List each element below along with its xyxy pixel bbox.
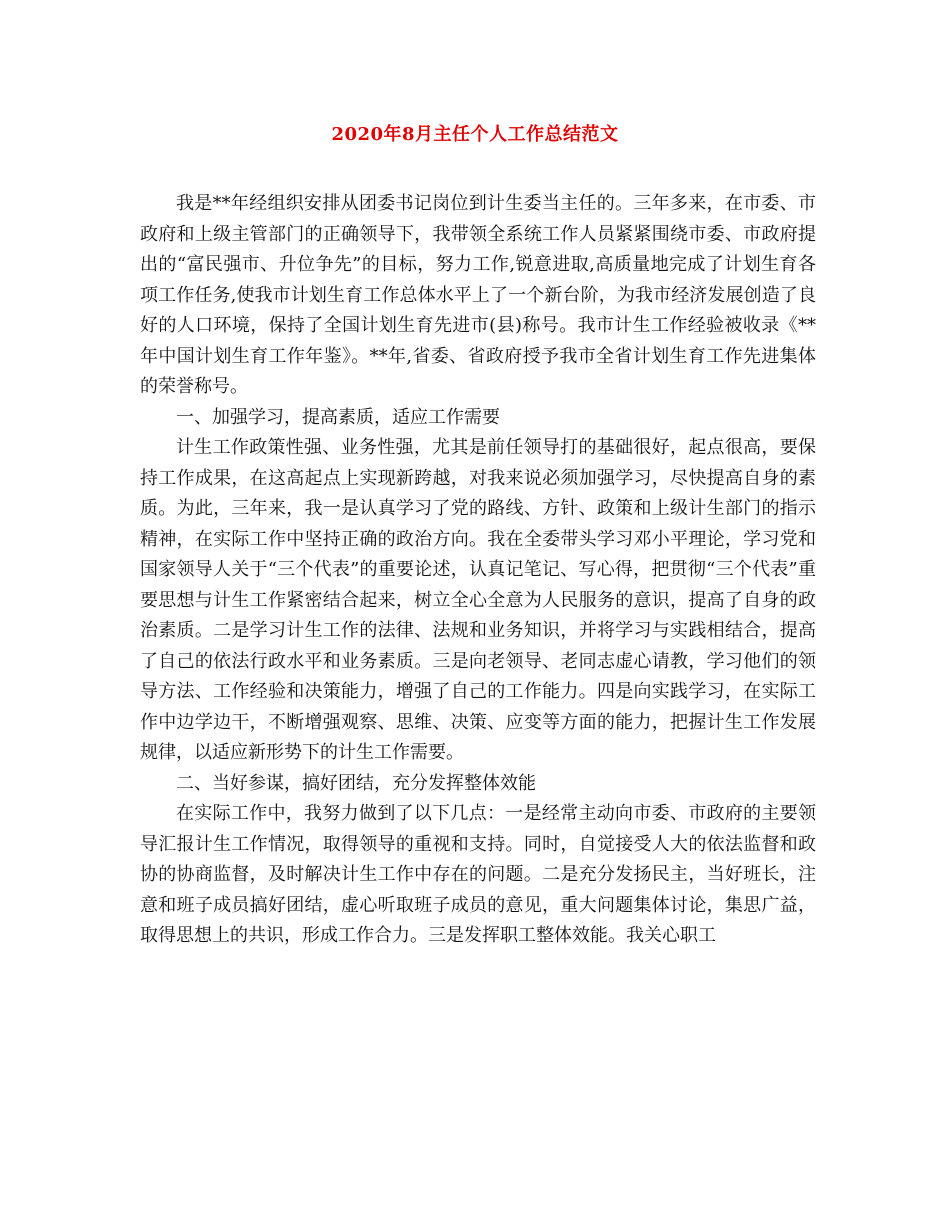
- section-2-paragraph: 在实际工作中，我努力做到了以下几点：一是经常主动向市委、市政府的主要领导汇报计生工作情况，取得领导的重视和支持。同时，自觉接受人大的依法监督和政协的协商监督，及时解决计生工作中存在的问题。二是充分发扬民主，当好班长，注意和班子成员搞好团结，虚心听取班子成员的意见，重大问题集体讨论，集思广益，取得思想上的共识，形成工作合力。三是发挥职工整体效能。我关心职工: [140, 803, 816, 946]
- section-heading-1: 一、加强学习，提高素质，适应工作需要: [176, 406, 500, 428]
- document-body: [140, 189, 816, 952]
- document-title: 2020年8月主任个人工作总结范文: [331, 124, 619, 145]
- section-heading-2: 二、当好参谋，搞好团结，充分发挥整体效能: [176, 772, 536, 794]
- section-1-paragraph: 计生工作政策性强、业务性强，尤其是前任领导打的基础很好，起点很高，要保持工作成果，在这高起点上实现新跨越，对我来说必须加强学习，尽快提高自身的素质。为此，三年来，我一是认真学习了党的路线、方针、政策和上级计生部门的指示精神，在实际工作中坚持正确的政治方向。我在全委带头学习邓小平理论，学习党和国家领导人关于“三个代表”的重要论述，认真记笔记、写心得，把贯彻“三个代表”重要思想与计生工作紧密结合起来，树立全心全意为人民服务的意识，提高了自身的政治素质。二是学习计生工作的法律、法规和业务知识，并将学习与实践相结合，提高了自己的依法行政水平和业务素质。三是向老领导、老同志虚心请教，学习他们的领导方法、工作经验和决策能力，增强了自己的工作能力。四是向实践学习，在实际工作中边学边干，不断增强观察、思维、决策、应变等方面的能力，把握计生工作发展规律，以适应新形势下的计生工作需要。: [140, 437, 816, 763]
- intro-paragraph: 我是**年经组织安排从团委书记岗位到计生委当主任的。三年多来，在市委、市政府和上级主管部门的正确领导下，我带领全系统工作人员紧紧围绕市委、市政府提出的“富民强市、升位争先”的目标，努力工作,锐意进取,高质量地完成了计划生育各项工作任务,使我市计划生育工作总体水平上了一个新台阶，为我市经济发展创造了良好的人口环境，保持了全国计划生育先进市(县)称号。我市计生工作经验被收录《**年中国计划生育工作年鉴》。**年,省委、省政府授予我市全省计划生育工作先进集体的荣誉称号。: [140, 193, 816, 397]
